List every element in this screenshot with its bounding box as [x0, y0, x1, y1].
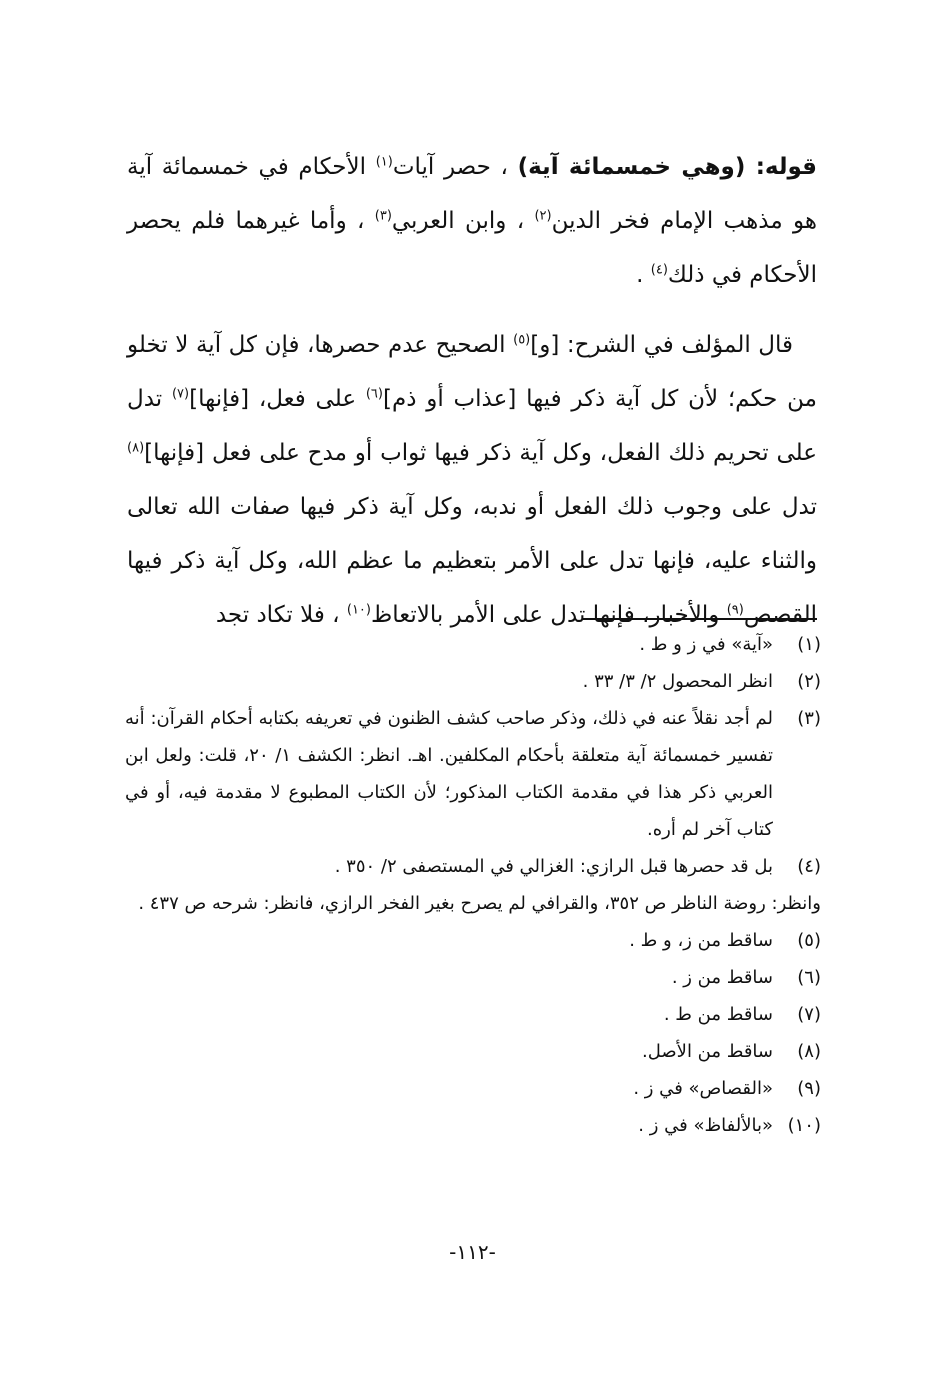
footnote-text: ساقط من الأصل.	[642, 1041, 773, 1062]
footnote-number: (٤)	[797, 856, 821, 877]
footnote-number: (٥)	[797, 930, 821, 951]
footnote-item	[125, 1107, 821, 1144]
main-text	[127, 140, 817, 642]
footnote-ref: (٩)	[726, 602, 744, 618]
footnote-number: (٧)	[797, 1004, 821, 1025]
footnote-item	[125, 922, 821, 959]
paragraph-2-text: تدل على وجوب ذلك الفعل أو ندبه، وكل آية ذكر فيها صفات الله تعالى والثناء عليه، فإنها تدل على الأمر بتعظيم ما عظم الله، وكل آية ذكر فيها القصص	[127, 494, 817, 628]
footnote-number: (٨)	[797, 1041, 821, 1062]
footnote-ref: (٥)	[513, 332, 531, 348]
footnote-item	[125, 848, 821, 885]
paragraph-1-text: ، وابن العربي	[391, 208, 535, 234]
footnote-number: (١)	[797, 634, 821, 655]
paragraph-1-text: ، وأما غيرهما فلم يحصر الأحكام في ذلك	[127, 208, 817, 288]
footnote-text: بل قد حصرها قبل الرازي: الغزالي في المستصفى ٢/ ٣٥٠ .	[334, 856, 773, 877]
footnote-text: وانظر: روضة الناظر ص ٣٥٢، والقرافي لم يصرح بغير الفخر الرازي، فانظر: شرحه ص ٤٣٧ .	[138, 893, 821, 914]
footnote-number: (٦)	[797, 967, 821, 988]
paragraph-2-text: والأخبار، فإنها تدل على الأمر بالاتعاظ	[371, 602, 727, 628]
footnote-item	[125, 626, 821, 663]
footnote-ref: (٤)	[650, 262, 668, 278]
paragraph-2-text: على فعل، [فإنها]	[189, 386, 366, 412]
paragraph-2-text: تدل على تحريم ذلك الفعل، وكل آية ذكر فيها ثواب أو مدح على فعل [فإنها]	[127, 386, 817, 466]
paragraph-2-text: قال المؤلف في الشرح: [و]	[530, 332, 793, 358]
paragraph-1-text: الأحكام في خمسمائة آية هو مذهب الإمام فخر الدين	[127, 154, 817, 234]
footnote-text: «بالألفاظ» في ز .	[638, 1115, 773, 1136]
footnote-text: لم أجد نقلاً عنه في ذلك، وذكر صاحب كشف الظنون في تعريفه بكتابه أحكام القرآن: أنه تفسير خمسمائة آية متعلقة بأحكام المكلفين. اهـ. انظر: الكشف ١/ ٢٠، قلت: ولعل ابن العربي ذكر هذا في مقدمة الكتاب المذكور؛ لأن الكتاب المطبوع لا مقدمة فيه، أو في كتاب آخر لم أره.	[125, 708, 774, 840]
footnote-number: (١٠)	[787, 1115, 821, 1136]
quoted-phrase: قوله: (وهي خمسمائة آية)	[517, 154, 817, 180]
paragraph-2	[127, 318, 817, 642]
footnote-item	[125, 996, 821, 1033]
footnote-number: (٣)	[797, 708, 821, 729]
footnote-ref: (١)	[375, 154, 393, 170]
footnote-separator	[582, 618, 817, 620]
paragraph-2-text: الصحيح عدم حصرها، فإن كل آية لا تخلو من حكم؛ لأن كل آية ذكر فيها [عذاب أو ذم]	[127, 332, 818, 412]
footnote-ref: (٦)	[365, 386, 383, 402]
footnote-ref: (٣)	[374, 208, 392, 224]
footnote-number: (٢)	[797, 671, 821, 692]
footnote-item	[125, 1070, 821, 1107]
footnote-ref: (١٠)	[346, 602, 371, 618]
footnote-ref: (٨)	[127, 440, 145, 456]
footnote-text: ساقط من ط .	[663, 1004, 773, 1025]
footnote-number: (٩)	[797, 1078, 821, 1099]
paragraph-1-text: .	[636, 262, 651, 288]
footnote-item	[125, 959, 821, 996]
footnote-item	[125, 1033, 821, 1070]
footnote-continuation	[125, 885, 821, 922]
paragraph-1-text: ، حصر آيات	[392, 154, 508, 180]
footnote-text: «القصاص» في ز .	[633, 1078, 773, 1099]
footnote-text: انظر المحصول ٢/ ٣/ ٣٣ .	[582, 671, 773, 692]
footnote-ref: (٢)	[534, 208, 552, 224]
footnotes	[125, 626, 821, 1144]
footnote-text: ساقط من ز، و ط .	[629, 930, 773, 951]
footnote-text: «آية» في ز و ط .	[639, 634, 773, 655]
footnote-item	[125, 700, 821, 848]
footnote-ref: (٧)	[171, 386, 190, 402]
page-number: -١١٢-	[449, 1240, 496, 1264]
paragraph-1	[127, 140, 817, 302]
footnote-item	[125, 663, 821, 700]
paragraph-2-text: ، فلا تكاد تجد	[215, 602, 347, 628]
footnote-text: ساقط من ز .	[671, 967, 773, 988]
